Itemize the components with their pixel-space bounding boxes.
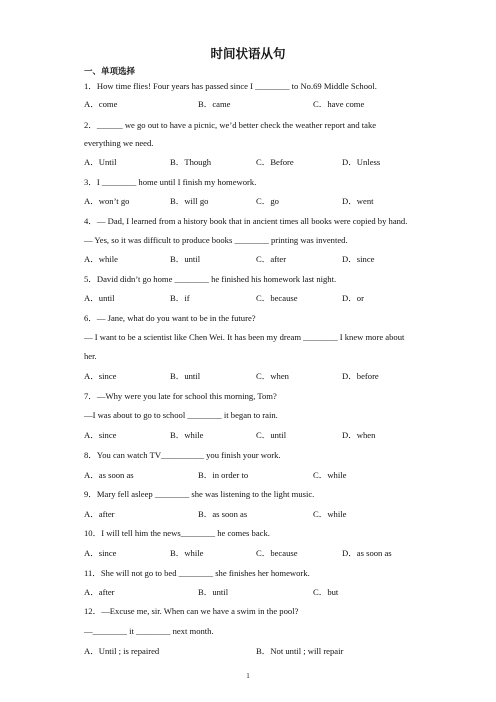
question-5-stem: 5．David didn’t go home ________ he finished his homework last night. (84, 274, 337, 284)
question-7-option-d[interactable]: D．when (342, 430, 376, 440)
question-4-stem-cont: — Yes, so it was difficult to produce books ________ printing was invented. (84, 235, 348, 245)
question-5-option-a[interactable]: A．until (84, 293, 115, 303)
question-3-option-c[interactable]: C．go (256, 196, 279, 206)
question-5-option-c[interactable]: C．because (256, 293, 298, 303)
question-1-option-a[interactable]: A．come (84, 99, 118, 109)
question-4-option-c[interactable]: C．after (256, 254, 287, 264)
question-4-option-d[interactable]: D．since (342, 254, 375, 264)
question-10-option-b[interactable]: B．while (170, 548, 204, 558)
question-6-stem-end: her. (84, 351, 97, 361)
section-heading: 一、单项选择 (84, 67, 136, 77)
page-number: 1 (246, 672, 250, 680)
question-7-option-c[interactable]: C．until (256, 430, 287, 440)
question-7-stem: 7．—Why were you late for school this morning, Tom? (84, 391, 277, 401)
question-9-option-b[interactable]: B．as soon as (198, 509, 248, 519)
question-5-option-b[interactable]: B．if (170, 293, 190, 303)
question-9-stem: 9．Mary fell asleep ________ she was listening to the light music. (84, 489, 315, 499)
question-4-stem: 4．— Dad, I learned from a history book that in ancient times all books were copied by hand. (84, 216, 408, 226)
question-6-option-b[interactable]: B．until (170, 371, 201, 381)
question-6-option-d[interactable]: D．before (342, 371, 379, 381)
question-6-stem-cont: — I want to be a scientist like Chen Wei. It has been my dream ________ I knew more about (84, 332, 405, 342)
question-2-option-c[interactable]: C．Before (256, 157, 294, 167)
question-11-option-b[interactable]: B．until (198, 587, 229, 597)
question-7-option-b[interactable]: B．while (170, 430, 204, 440)
question-2-option-d[interactable]: D．Unless (342, 157, 381, 167)
question-3-stem: 3．I ________ home until I finish my homework. (84, 177, 257, 187)
question-4-option-a[interactable]: A．while (84, 254, 118, 264)
question-8-option-a[interactable]: A．as soon as (84, 470, 134, 480)
question-9-option-a[interactable]: A．after (84, 509, 115, 519)
question-8-stem: 8．You can watch TV__________ you finish your work. (84, 450, 281, 460)
question-10-stem: 10．I will tell him the news________ he comes back. (84, 528, 270, 538)
question-12-stem-cont: —________ it ________ next month. (84, 626, 214, 636)
question-11-option-c[interactable]: C．but (313, 587, 339, 597)
question-6-option-c[interactable]: C．when (256, 371, 289, 381)
question-4-option-b[interactable]: B．until (170, 254, 201, 264)
question-9-option-c[interactable]: C．while (313, 509, 347, 519)
page-title: 时间状语从句 (210, 46, 286, 61)
question-3-option-d[interactable]: D．went (342, 196, 374, 206)
question-8-option-b[interactable]: B．in order to (198, 470, 249, 480)
question-6-option-a[interactable]: A．since (84, 371, 117, 381)
question-10-option-d[interactable]: D．as soon as (342, 548, 392, 558)
question-10-option-a[interactable]: A．since (84, 548, 117, 558)
question-3-option-a[interactable]: A．won’t go (84, 196, 130, 206)
question-2-option-a[interactable]: A．Until (84, 157, 117, 167)
question-1-stem: 1．How time flies! Four years has passed since I ________ to No.69 Middle School. (84, 81, 377, 91)
question-11-stem: 11．She will not go to bed ________ she finishes her homework. (84, 568, 310, 578)
question-12-option-b[interactable]: B．Not until ; will repair (256, 646, 344, 656)
question-7-stem-cont: —I was about to go to school ________ it began to rain. (84, 410, 278, 420)
question-5-option-d[interactable]: D．or (342, 293, 364, 303)
question-1-option-c[interactable]: C．have come (313, 99, 365, 109)
question-2-stem: 2．______ we go out to have a picnic, we’d better check the weather report and take (84, 120, 377, 130)
question-2-stem-cont: everything we need. (84, 138, 154, 148)
question-10-option-c[interactable]: C．because (256, 548, 298, 558)
question-3-option-b[interactable]: B．will go (170, 196, 209, 206)
question-8-option-c[interactable]: C．while (313, 470, 347, 480)
question-12-option-a[interactable]: A．Until ; is repaired (84, 646, 160, 656)
question-6-stem: 6．— Jane, what do you want to be in the future? (84, 313, 256, 323)
question-7-option-a[interactable]: A．since (84, 430, 117, 440)
question-2-option-b[interactable]: B．Though (170, 157, 212, 167)
question-12-stem: 12．—Excuse me, sir. When can we have a swim in the pool? (84, 606, 299, 616)
question-11-option-a[interactable]: A．after (84, 587, 115, 597)
question-1-option-b[interactable]: B．came (198, 99, 231, 109)
